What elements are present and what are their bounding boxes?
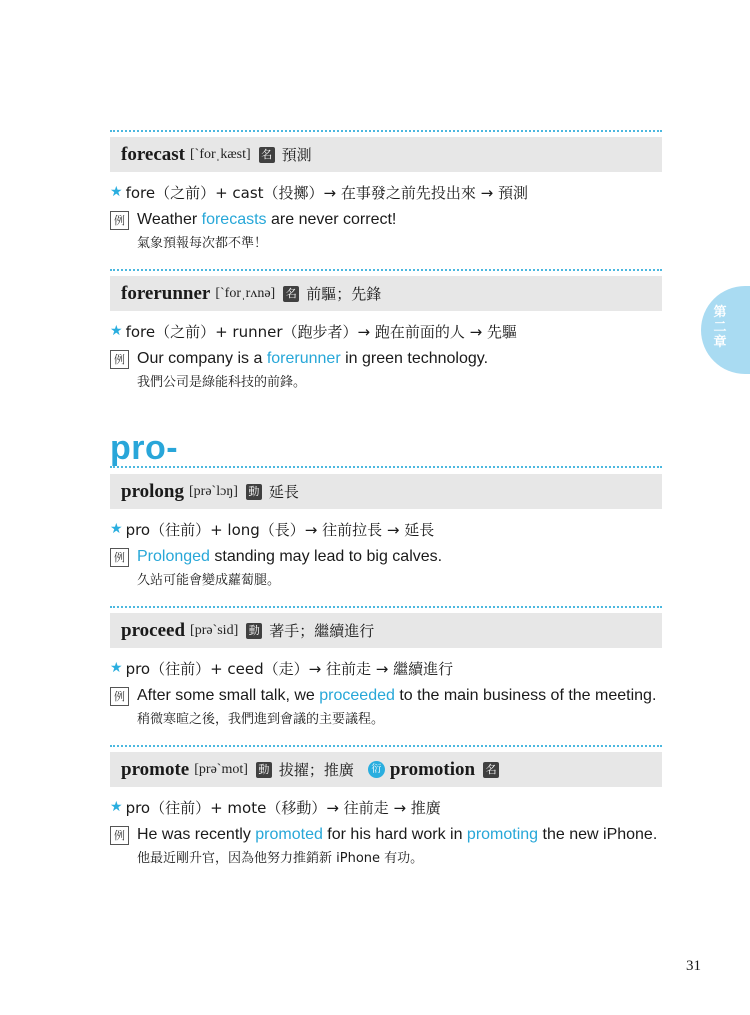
entry-forerunner	[110, 269, 662, 394]
headword-bar	[110, 474, 662, 509]
etymology: pro（往前）+ long（長）→ 往前拉長 → 延長	[125, 520, 435, 539]
headword: prolong	[121, 480, 185, 502]
example-sentence	[137, 685, 656, 707]
pronunciation: [prəˋmot]	[194, 761, 248, 777]
example-tag: 例	[110, 350, 129, 369]
example	[110, 546, 662, 592]
etymology-line	[110, 320, 662, 342]
page-number: 31	[686, 958, 701, 974]
highlighted-word: promoted	[255, 826, 323, 843]
derivative-word: promotion	[389, 758, 476, 780]
example	[110, 824, 662, 870]
headword: forerunner	[121, 282, 211, 304]
pronunciation: [ˋforˌkæst]	[190, 146, 251, 162]
highlighted-word: forecasts	[201, 211, 267, 228]
example-tag: 例	[110, 548, 129, 567]
pos-badge: 名	[483, 762, 499, 778]
dotted-divider	[110, 466, 662, 468]
headword: forecast	[121, 143, 186, 165]
text: the new iPhone.	[538, 826, 658, 843]
text: After some small talk, we	[137, 687, 320, 704]
star-icon: ★	[110, 799, 123, 815]
headword-bar	[110, 613, 662, 648]
entry-prolong	[110, 466, 662, 592]
entry-forecast	[110, 130, 662, 255]
etymology-line	[110, 181, 662, 203]
headword-bar	[110, 752, 662, 787]
headword-bar	[110, 276, 662, 311]
example	[110, 685, 662, 731]
meaning: 預測	[281, 147, 312, 164]
example-tag: 例	[110, 826, 129, 845]
etymology: pro（往前）+ mote（移動）→ 往前走 → 推廣	[125, 798, 441, 817]
etymology: fore（之前）+ runner（跑步者）→ 跑在前面的人 → 先驅	[125, 322, 517, 341]
example	[110, 209, 662, 255]
star-icon: ★	[110, 521, 123, 537]
highlighted-word: Prolonged	[137, 548, 210, 565]
text: Our company is a	[137, 350, 267, 367]
pronunciation: [prəˋlɔŋ]	[189, 483, 238, 499]
text: Weather	[137, 211, 202, 228]
headword-bar	[110, 137, 662, 172]
star-icon: ★	[110, 660, 123, 676]
translation: 我們公司是綠能科技的前鋒。	[137, 375, 307, 390]
etymology: fore（之前）+ cast（投擲）→ 在事發之前先投出來 → 預測	[125, 183, 529, 202]
text: in green technology.	[340, 350, 489, 367]
pronunciation: [prəˋsid]	[190, 622, 239, 638]
translation: 氣象預報每次都不準！	[137, 236, 268, 251]
pos-badge: 動	[246, 623, 262, 639]
star-icon: ★	[110, 184, 123, 200]
pos-badge: 名	[283, 286, 299, 302]
text: standing may lead to big calves.	[209, 548, 443, 565]
etymology-line	[110, 657, 662, 679]
pos-badge: 動	[246, 484, 262, 500]
dotted-divider	[110, 606, 662, 608]
translation: 他最近剛升官，因為他努力推銷新 iPhone 有功。	[137, 851, 424, 866]
highlighted-word: forerunner	[266, 350, 341, 367]
text: are never correct!	[266, 211, 397, 228]
section-title: pro-	[110, 429, 179, 467]
example-tag: 例	[110, 211, 129, 230]
meaning: 前驅；先鋒	[306, 286, 382, 303]
example-tag: 例	[110, 687, 129, 706]
highlighted-word: proceeded	[319, 687, 395, 704]
example-sentence	[137, 209, 396, 231]
example-sentence	[137, 824, 657, 846]
example-sentence	[137, 348, 488, 370]
example-sentence	[137, 546, 442, 568]
pos-badge: 名	[259, 147, 275, 163]
star-icon: ★	[110, 323, 123, 339]
etymology-line	[110, 796, 662, 818]
translation: 稍微寒暄之後，我們進到會議的主要議程。	[137, 712, 385, 727]
etymology: pro（往前）+ ceed（走）→ 往前走 → 繼續進行	[125, 659, 454, 678]
highlighted-word: promoting	[466, 826, 539, 843]
dotted-divider	[110, 269, 662, 271]
meaning: 拔擢；推廣	[278, 762, 354, 779]
derivative-icon: 衍	[368, 761, 385, 778]
etymology-line	[110, 518, 662, 540]
pronunciation: [ˋforˌrʌnə]	[215, 285, 276, 301]
example	[110, 348, 662, 394]
chapter-label: 第二章	[713, 305, 727, 350]
entry-proceed	[110, 606, 662, 731]
headword: promote	[121, 758, 190, 780]
headword: proceed	[121, 619, 186, 641]
dotted-divider	[110, 745, 662, 747]
text: to the main business of the meeting.	[394, 687, 657, 704]
text: He was recently	[137, 826, 256, 843]
meaning: 著手；繼續進行	[269, 623, 375, 640]
pos-badge: 動	[256, 762, 272, 778]
translation: 久站可能會變成蘿蔔腿。	[137, 573, 281, 588]
text: for his hard work in	[322, 826, 467, 843]
dotted-divider	[110, 130, 662, 132]
entry-promote	[110, 745, 662, 870]
meaning: 延長	[268, 484, 299, 501]
